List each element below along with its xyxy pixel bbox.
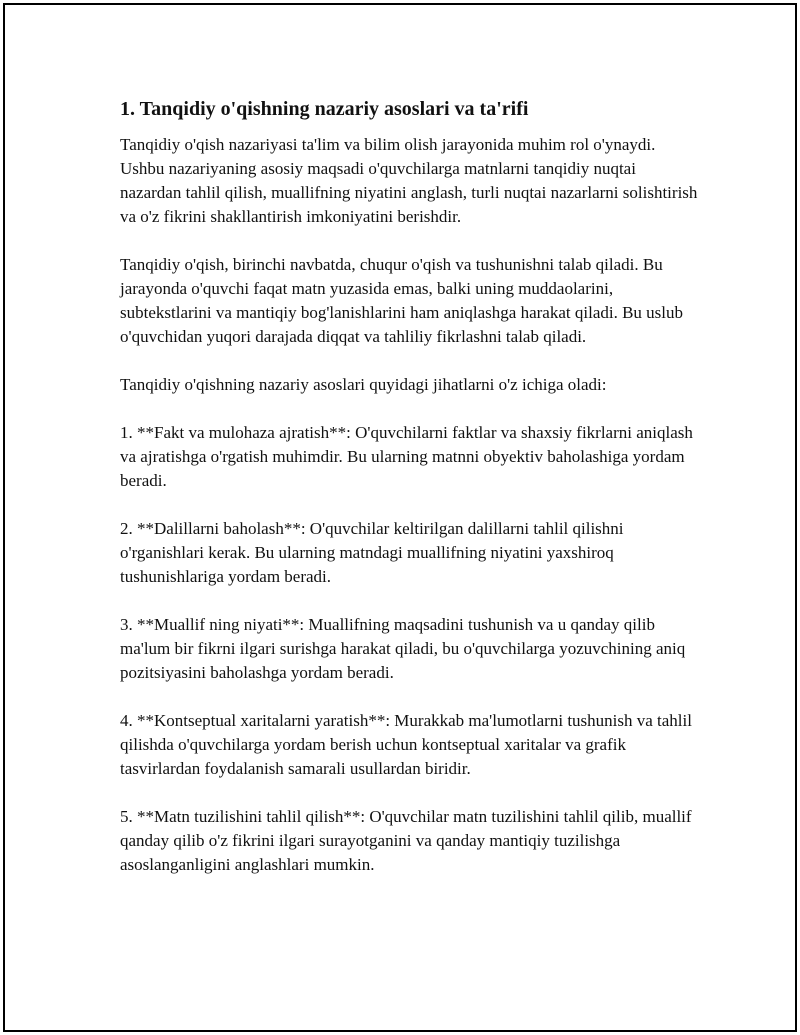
list-item-1: 1. **Fakt va mulohaza ajratish**: O'quvchilarni faktlar va shaxsiy fikrlarni aniqlash va ajratishga o'rgatish muhimdir. Bu ularning matnni obyektiv baholashiga yordam beradi. xyxy=(120,423,693,490)
paragraph-list-lead: Tanqidiy o'qishning nazariy asoslari quyidagi jihatlarni o'z ichiga oladi: xyxy=(120,375,607,394)
document-body xyxy=(120,95,700,901)
paragraph-deep-reading: Tanqidiy o'qish, birinchi navbatda, chuqur o'qish va tushunishni talab qiladi. Bu jarayonda o'quvchi faqat matn yuzasida emas, balki uning muddaolarini, subtekstlarini va mantiqiy bog'lanishlarini ham aniqlashga harakat qiladi. Bu uslub o'quvchidan yuqori darajada diqqat va tahliliy fikrlashni talab qiladi. xyxy=(120,255,684,346)
page-frame xyxy=(3,3,797,1032)
list-item-5: 5. **Matn tuzilishini tahlil qilish**: O'quvchilar matn tuzilishini tahlil qilib, muallif qanday qilib o'z fikrini ilgari surayotganini va qanday mantiqiy tuzilishga asoslanganligini anglashlari mumkin. xyxy=(120,807,692,874)
list-item-2: 2. **Dalillarni baholash**: O'quvchilar keltirilgan dalillarni tahlil qilishni o'rganishlari kerak. Bu ularning matndagi muallifning niyatini yaxshiroq tushunishlariga yordam beradi. xyxy=(120,519,624,586)
section-heading: 1. Tanqidiy o'qishning nazariy asoslari va ta'rifi xyxy=(120,98,529,120)
list-item-4: 4. **Kontseptual xaritalarni yaratish**: Murakkab ma'lumotlarni tushunish va tahlil qilishda o'quvchilarga yordam berish uchun kontseptual xaritalar va grafik tasvirlardan foydalanish samarali usullardan biridir. xyxy=(120,711,692,778)
paragraph-intro: Tanqidiy o'qish nazariyasi ta'lim va bilim olish jarayonida muhim rol o'ynaydi. Ushbu nazariyaning asosiy maqsadi o'quvchilarga matnlarni tanqidiy nuqtai nazardan tahlil qilish, muallifning niyatini anglash, turli nuqtai nazarlarni solishtirish va o'z fikrini shakllantirish imkoniyatini berishdir. xyxy=(120,135,698,226)
list-item-3: 3. **Muallif ning niyati**: Muallifning maqsadini tushunish va u qanday qilib ma'lum bir fikrni ilgari surishga harakat qiladi, bu o'quvchilarga yozuvchining aniq pozitsiyasini baholashga yordam beradi. xyxy=(120,615,686,682)
